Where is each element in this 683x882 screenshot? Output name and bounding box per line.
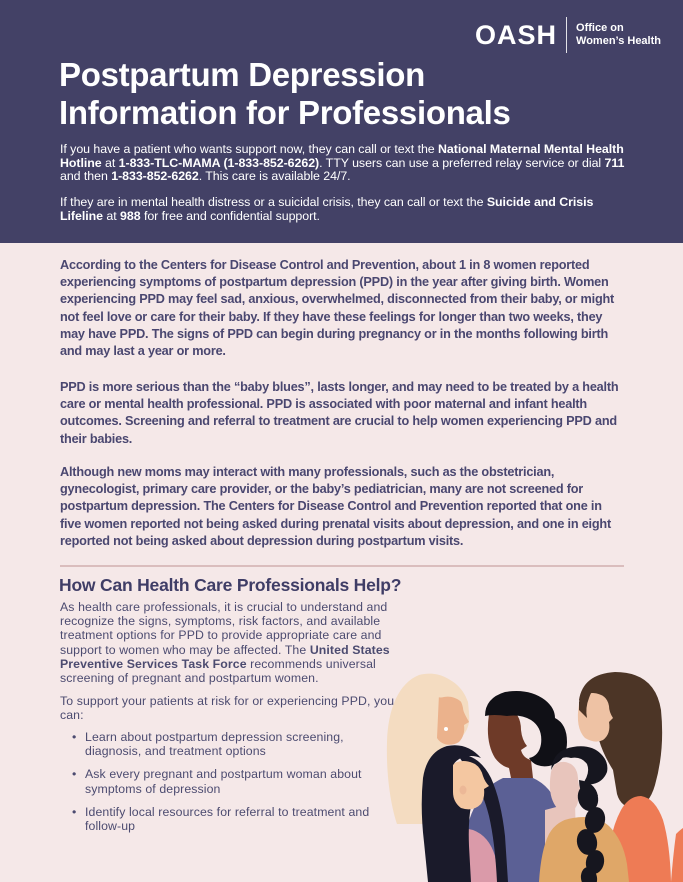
- ppd-screening-gap-paragraph: Although new moms may interact with many professionals, such as the obstetrician, gynecologist, primary care provider, or the baby’s pediatrician, many are not screened for postpartum depression. The Centers for Disease Control and Prevention reported that one in five women reported not being asked during prenatal visits about depression, and one in eight reported not being asked about depression during postpartum visits.: [60, 465, 612, 548]
- logo-office-text: [576, 22, 661, 49]
- page-title-line1: Postpartum Depression: [59, 56, 425, 93]
- ppd-seriousness-paragraph: PPD is more serious than the “baby blues”, lasts longer, and may need to be treated by a health care or mental health professional. PPD is associated with poor maternal and infant health outcomes. Screening and referral to treatment are crucial to help women experiencing PPD and their babies.: [60, 380, 619, 446]
- help-intro-paragraph: As health care professionals, it is crucial to understand and recognize the signs, symptoms, risk factors, and available treatment options for PPD to provide appropriate care and support to women who may be affected. The United States Preventive Services Task Force recommends universal screening of pregnant and postpartum women.: [60, 600, 390, 686]
- woman-pink-top: [422, 745, 508, 882]
- bullet-icon: •: [72, 730, 77, 744]
- crisis-lifeline-paragraph: If they are in mental health distress or a suicidal crisis, they can call or text the Suicide and Crisis Lifeline at 988 for free and confidential support.: [60, 195, 594, 223]
- logo-divider: [566, 17, 567, 53]
- list-item: [72, 805, 402, 833]
- logo-office-line2: Women’s Health: [576, 35, 661, 47]
- bullet-icon: •: [72, 804, 77, 819]
- support-patients-paragraph: To support your patients at risk for or experiencing PPD, you can:: [60, 694, 395, 723]
- bullet-icon: •: [72, 767, 77, 782]
- list-item-text: Ask every pregnant and postpartum woman about symptoms of depression: [85, 767, 362, 796]
- oash-logo-text: OASH: [475, 19, 558, 50]
- section-divider: [60, 565, 624, 567]
- help-actions-list: [72, 730, 402, 842]
- list-item: [72, 767, 402, 795]
- page-title-line2: Information for Professionals: [59, 93, 511, 131]
- help-section-heading: How Can Health Care Professionals Help?: [59, 575, 402, 595]
- logo-office-line1: Office on: [576, 21, 624, 34]
- women-illustration: [383, 650, 683, 882]
- oash-logo: [475, 17, 661, 53]
- list-item: [72, 730, 402, 758]
- header-banner: [0, 0, 683, 243]
- hotline-paragraph: If you have a patient who wants support now, they can call or text the National Maternal Mental Health Hotline at 1-833-TLC-MAMA (1-833-852-6262). TTY users can use a preferred relay service or dial 711 and then 1-833-852-6262. This care is available 24/7.: [60, 142, 625, 183]
- page-title: [59, 56, 511, 131]
- list-item-text: Learn about postpartum depression screening, diagnosis, and treatment options: [85, 730, 344, 759]
- ppd-prevalence-paragraph: According to the Centers for Disease Control and Prevention, about 1 in 8 women reported experiencing symptoms of postpartum depression (PPD) in the year after giving birth. Women experiencing PPD may feel sad, anxious, overwhelmed, disconnected from their baby, or might not feel love or care for their baby. If they have these feelings for longer than two weeks, they may have PPD. The signs of PPD can begin during pregnancy or in the months following birth and may last a year or more.: [60, 258, 615, 359]
- list-item-text: Identify local resources for referral to treatment and follow-up: [85, 804, 370, 834]
